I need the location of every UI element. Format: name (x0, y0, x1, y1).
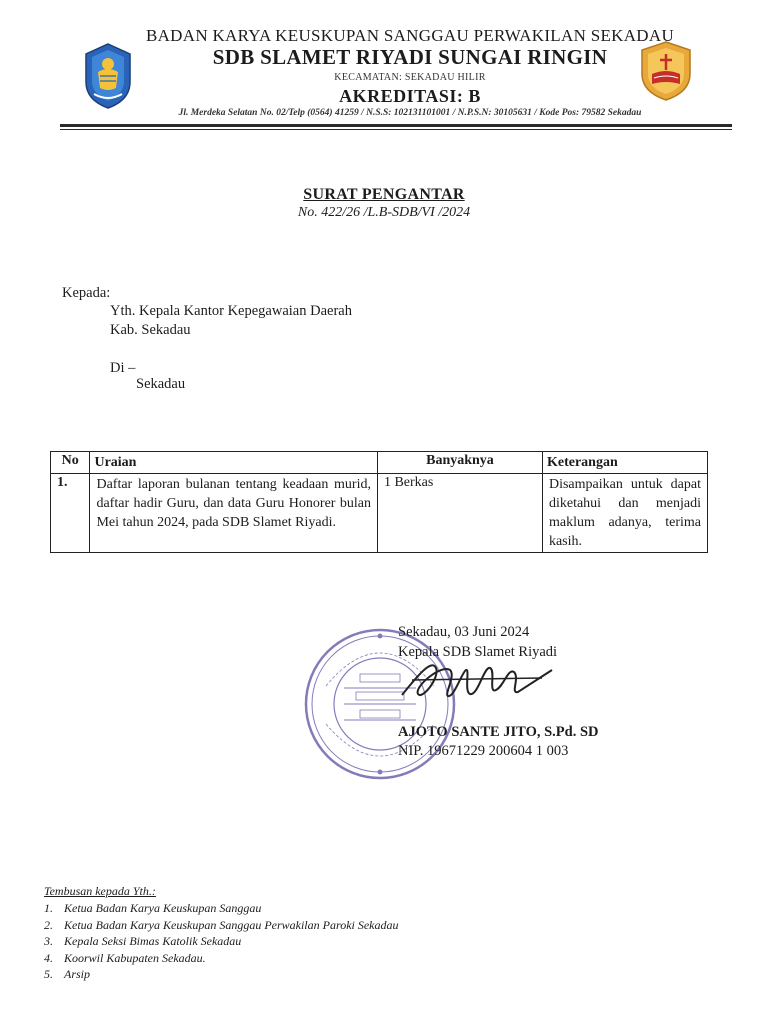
list-item (44, 933, 399, 950)
list-item (44, 950, 399, 967)
list-item (44, 917, 399, 934)
letter-number: No. 422/26 /L.B-SDB/VI /2024 (297, 205, 471, 220)
items-table (50, 451, 708, 553)
table-row (51, 474, 708, 553)
list-item-number: 1. (44, 901, 53, 915)
list-item-number: 5. (44, 967, 53, 981)
header-no: No (51, 452, 90, 474)
signature-nip: NIP. 19671229 200604 1 003 (398, 743, 569, 759)
header-uraian: Uraian (90, 452, 378, 474)
list-item-text: Ketua Badan Karya Keuskupan Sanggau (64, 901, 262, 915)
list-item-number: 3. (44, 934, 53, 948)
cell-uraian: Daftar laporan bulanan tentang keadaan murid, daftar hadir Guru, dan data Guru Honorer bulan Mei tahun 2024, pada SDB Slamet Riyadi. (90, 474, 378, 553)
cell-banyaknya: 1 Berkas (377, 474, 542, 553)
recipient-place: Sekadau (136, 376, 186, 392)
list-item-number: 4. (44, 950, 53, 965)
list-item (44, 900, 399, 917)
tembusan-title: Tembusan kepada Yth.: (44, 884, 156, 898)
letterhead-accreditation: AKREDITASI: B (339, 86, 481, 106)
tembusan-list (44, 900, 399, 983)
letterhead-rule-thick (60, 124, 732, 127)
signature-city-date: Sekadau, 03 Juni 2024 (398, 624, 530, 640)
cell-keterangan: Disampaikan untuk dapat diketahui dan menjadi maklum adanya, terima kasih. (542, 474, 707, 553)
signature-position: Kepala SDB Slamet Riyadi (398, 644, 558, 660)
letterhead-district: KECAMATAN: SEKADAU HILIR (334, 72, 486, 83)
list-item-number: 2. (44, 917, 53, 932)
list-item-text: Koorwil Kabupaten Sekadau. (64, 950, 206, 965)
list-item (44, 966, 399, 983)
recipient-line2: Kab. Sekadau (110, 322, 191, 338)
cell-no: 1. (51, 474, 90, 553)
letterhead-organization: BADAN KARYA KEUSKUPAN SANGGAU PERWAKILAN SEKADAU (145, 26, 675, 45)
list-item-text: Arsip (64, 967, 91, 981)
recipient-line1: Yth. Kepala Kantor Kepegawaian Daerah (110, 303, 352, 319)
letter-title: SURAT PENGANTAR (303, 186, 465, 203)
signature-name: AJOTO SANTE JITO, S.Pd. SD (398, 724, 599, 740)
letterhead-school-name: SDB SLAMET RIYADI SUNGAI RINGIN (212, 45, 608, 69)
list-item-text: Ketua Badan Karya Keuskupan Sanggau Perwakilan Paroki Sekadau (64, 917, 399, 932)
header-banyaknya: Banyaknya (377, 452, 542, 474)
recipient-di: Di – (110, 360, 136, 376)
letterhead-rule-thin (60, 129, 732, 130)
table-header-row (51, 452, 708, 474)
list-item-text: Kepala Seksi Bimas Katolik Sekadau (64, 934, 242, 948)
header-keterangan: Keterangan (542, 452, 707, 474)
recipient-label: Kepada: (62, 285, 111, 301)
letterhead-address: Jl. Merdeka Selatan No. 02/Telp (0564) 41259 / N.S.S: 102131101001 / N.P.S.N: 30105631 / Kode Pos: 79582 Sekadau (178, 108, 642, 118)
